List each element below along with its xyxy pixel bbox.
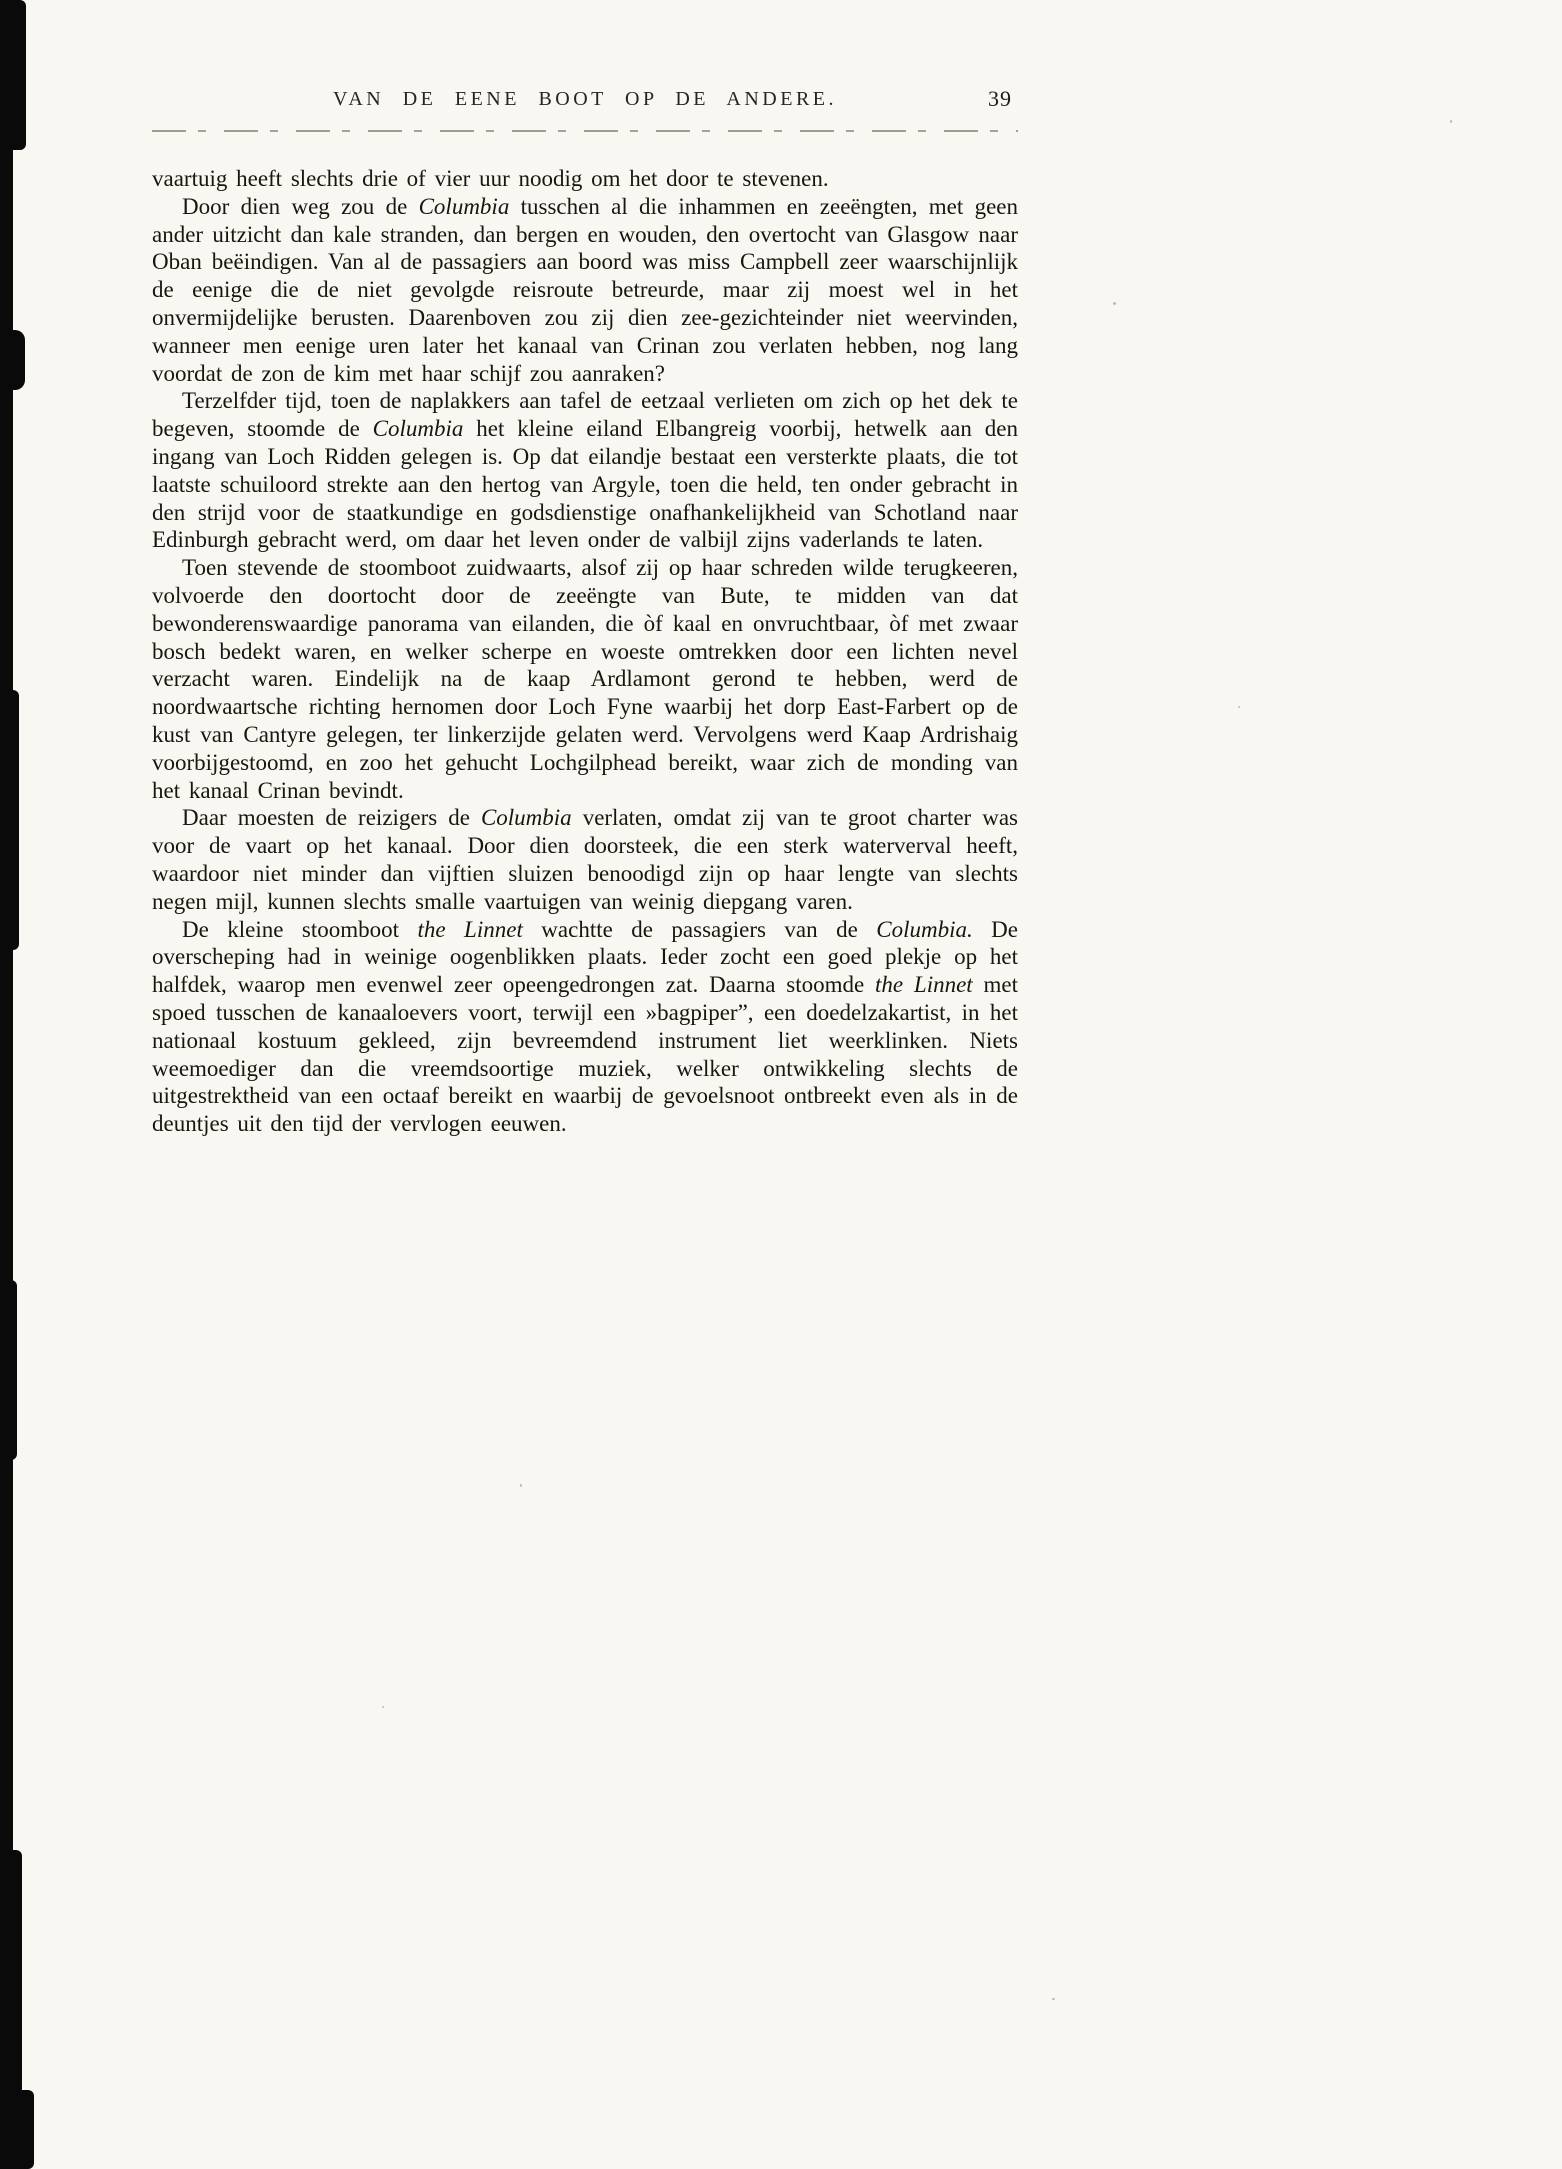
italic-text-segment: Columbia. xyxy=(876,916,973,942)
italic-text-segment: the Linnet xyxy=(875,972,973,998)
binding-edge xyxy=(0,0,13,2169)
text-segment: tusschen al die inhammen en zeeëngten, met geen ander uitzicht dan kale stranden, dan bergen en wouden, den overtocht van Glasgow naar Oban beëindigen. Van al de passagiers aan boord was miss Campbell zeer waarschijnlijk de eenige die de niet gevolgde reisroute betreurde, maar zij moest wel in het onvermijdelijke berusten. Daarenboven zou zij dien zee-gezichteinder niet weervinden, wanneer men eenige uren later het kanaal van Crinan zou verlaten hebben, nog lang voordat de zon de kim met haar schijf zou aanraken? xyxy=(152,193,1018,386)
binding-edge-patch xyxy=(0,1280,17,1460)
scan-speck xyxy=(382,1706,384,1708)
binding-edge-patch xyxy=(0,2090,34,2169)
paragraph xyxy=(152,387,1018,554)
text-segment: vaartuig heeft slechts drie of vier uur noodig om het door te stevenen. xyxy=(152,166,829,191)
scan-speck xyxy=(520,1484,522,1487)
paragraph xyxy=(152,804,1018,915)
binding-edge-patch xyxy=(0,0,26,150)
page-content xyxy=(152,88,1018,1138)
paragraph xyxy=(152,193,1018,388)
page-header xyxy=(152,88,1018,122)
text-segment: De kleine stoomboot xyxy=(182,916,418,942)
italic-text-segment: the Linnet xyxy=(417,916,523,942)
text-segment: Toen stevende de stoomboot zuidwaarts, alsof zij op haar schreden wilde terugkeeren, volvoerde den doortocht door de zeeëngte van Bute, te midden van dat bewonderenswaardige panorama van eilanden, die òf kaal en onvruchtbaar, òf met zwaar bosch bedekt waren, en welker scherpe en woeste omtrekken door een lichten nevel verzacht waren. Eindelijk na de kaap Ardlamont gerond te hebben, werd de noordwaartsche richting hernomen door Loch Fyne waarbij het dorp East-Farbert op de kust van Cantyre gelegen, ter linkerzijde gelaten werd. Vervolgens werd Kaap Ardrishaig voorbijgestoomd, en zoo het gehucht Lochgilphead bereikt, waar zich de monding van het kanaal Crinan bevindt. xyxy=(152,555,1018,803)
text-segment: het kleine eiland Elbangreig voorbij, hetwelk aan den ingang van Loch Ridden gelegen is. Op dat eilandje bestaat een versterkte plaats, die tot laatste schuiloord strekte aan den hertog van Argyle, toen die held, ten onder gebracht in den strijd voor de staatkundige en godsdienstige onafhankelijkheid van Schotland naar Edinburgh gebracht werd, om daar het leven onder de valbijl zijns vaderlands te laten. xyxy=(152,416,1018,553)
text-segment: wachtte de passagiers van de xyxy=(522,916,877,942)
italic-text-segment: Columbia xyxy=(480,805,572,831)
text-segment: Door dien weg zou de xyxy=(182,193,419,219)
header-rule xyxy=(152,130,1018,132)
body-text xyxy=(152,165,1018,1138)
page-number: 39 xyxy=(988,86,1012,111)
scan-speck xyxy=(1052,1998,1055,2000)
text-segment: Daar moesten de reizigers de xyxy=(182,805,481,831)
text-segment: De overscheping had in weinige oogenblikken plaats. Ieder zocht een goed plekje op het halfdek, waarop men evenwel zeer opeengedrongen zat. Daarna stoomde xyxy=(152,916,1018,998)
binding-edge-patch xyxy=(0,690,19,950)
italic-text-segment: Columbia xyxy=(372,416,464,442)
binding-edge-patch xyxy=(0,330,25,390)
paragraph xyxy=(152,916,1018,1138)
text-segment: met spoed tusschen de kanaaloevers voort, terwijl een »bagpiper”, een doedelzakartist, in het nationaal kostuum gekleed, zijn bevreemdend instrument liet weerklinken. Niets weemoediger dan die vreemdsoortige muziek, welker ontwikkeling slechts de uitgestrektheid van een octaaf bereikt en waarbij de gevoelsnoot ontbreekt even als in de deuntjes uit den tijd der vervlogen eeuwen. xyxy=(152,972,1018,1137)
italic-text-segment: Columbia xyxy=(418,193,510,219)
running-title: VAN DE EENE BOOT OP DE ANDERE. xyxy=(332,88,838,110)
scan-speck xyxy=(1113,302,1116,305)
text-segment: verlaten, omdat zij van te groot charter was voor de vaart op het kanaal. Door dien doorsteek, die een sterk waterverval heeft, waardoor niet minder dan vijftien sluizen benoodigd zijn op haar lengte van slechts negen mijl, kunnen slechts smalle vaartuigen van weinig diepgang varen. xyxy=(152,805,1018,914)
text-segment: Terzelfder tijd, toen de naplakkers aan tafel de eetzaal verlieten om zich op het dek te begeven, stoomde de xyxy=(152,388,1018,442)
scan-speck xyxy=(1238,706,1240,708)
paragraph xyxy=(152,554,1018,804)
scan-speck xyxy=(1450,120,1452,123)
paragraph xyxy=(152,165,1018,193)
